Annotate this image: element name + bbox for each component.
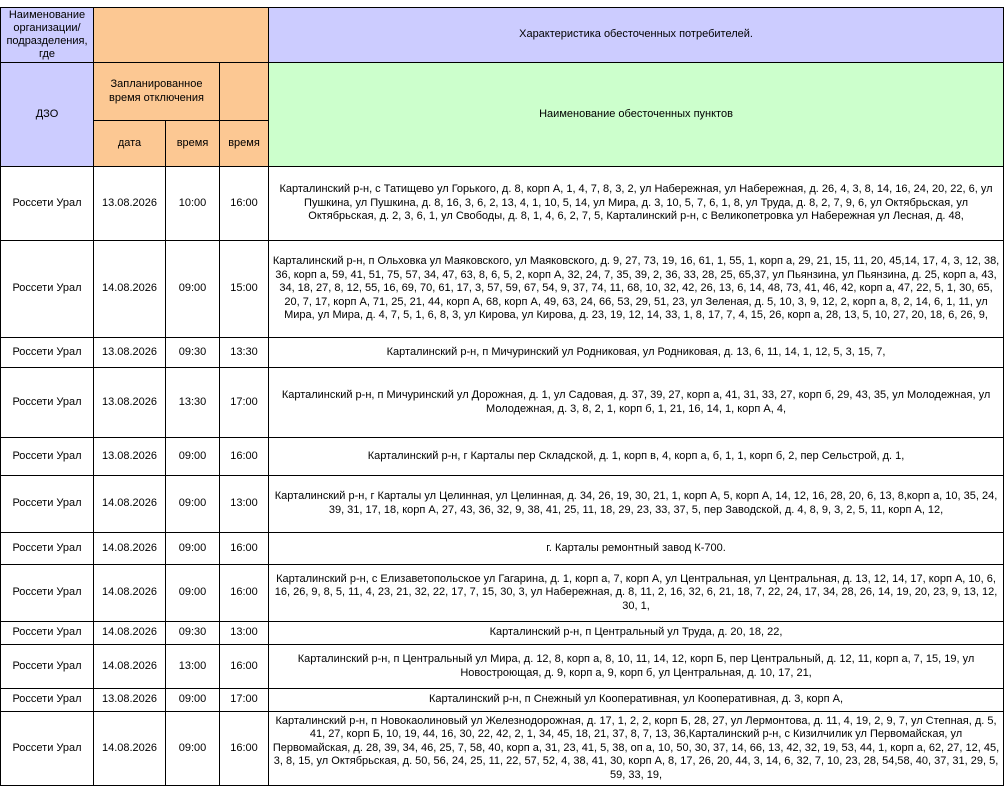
- date-header: дата: [94, 121, 166, 167]
- points-cell: Карталинский р-н, п Ольховка ул Маяковского, ул Маяковского, д. 9, 27, 73, 19, 16, 61, 1, 55, 1, корп а, 29, 21, 15, 11, 20, 45,14, 17, 4, 3, 12, 38, 36, корп а, 59, 41, 51, 75, 57, 34, 47, 63, 8, 6, 5, 2, корп А, 32, 24, 7, 35, 39, 2, 36, 33, 28, 25, 65,37, ул Пьянзина, ул Пьянзина, д. 25, корп а, 43, 34, 18, 27, 8, 12, 55, 16, 69, 70, 61, 17, 3, 57, 59, 67, 54, 9, 37, 74, 11, 68, 10, 32, 42, 26, 13, 6, 14, 48, 73, 41, 46, 42, корп а, 47, 22, 5, 1, 30, 65, 20, 7, 17, корп А, 71, 25, 21, 44, корп А, 68, корп А, 49, 63, 24, 66, 53, 29, 51, 23, ул Зеленая, д. 5, 10, 3, 9, 12, 2, корп а, 8, 2, 14, 6, 1, 11, ул Мира, ул Мира, д. 4, 7, 5, 1, 6, 8, 3, ул Кирова, ул Кирова, д. 23, 19, 12, 14, 33, 1, 8, 17, 7, 4, 15, 26, корп а, 28, 13, 5, 10, 27, 20, 18, 6, 26, 9,: [269, 241, 1004, 338]
- date-cell: 13.08.2026: [94, 438, 166, 476]
- org-cell-value: Россети Урал: [1, 368, 94, 438]
- start-time-cell: 13:00: [166, 645, 220, 689]
- org-cell-value: Россети Урал: [1, 622, 94, 645]
- table-row: [1, 338, 1004, 368]
- date-cell: 14.08.2026: [94, 476, 166, 533]
- points-cell: Карталинский р-н, п Центральный ул Труда, д. 20, 18, 22,: [269, 622, 1004, 645]
- org-cell-value: Россети Урал: [1, 645, 94, 689]
- date-cell: 14.08.2026: [94, 533, 166, 565]
- start-time-cell: 10:00: [166, 167, 220, 241]
- start-time-cell: 09:00: [166, 689, 220, 712]
- end-time-cell: 15:00: [220, 241, 269, 338]
- date-cell: 13.08.2026: [94, 167, 166, 241]
- date-cell: 14.08.2026: [94, 712, 166, 786]
- points-cell: Карталинский р-н, п Центральный ул Мира, д. 12, 8, корп а, 8, 10, 11, 14, 12, корп Б, пер Центральный, д. 12, 11, корп а, 7, 15, 19, ул Новостроющая, д. 9, корп а, 9, корп б, ул Центральная, д. 10, 17, 21,: [269, 645, 1004, 689]
- end-time-cell: 13:30: [220, 338, 269, 368]
- outage-table: [0, 7, 1004, 786]
- org-cell-value: Россети Урал: [1, 533, 94, 565]
- end-time-cell: 16:00: [220, 167, 269, 241]
- org-cell-value: Россети Урал: [1, 712, 94, 786]
- date-cell: 14.08.2026: [94, 622, 166, 645]
- points-cell: Карталинский р-н, п Мичуринский ул Родниковая, ул Родниковая, д. 13, 6, 11, 14, 1, 12, 5, 3, 15, 7,: [269, 338, 1004, 368]
- planned-time-header: Запланированное время отключения: [94, 63, 220, 121]
- points-cell: г. Карталы ремонтный завод К-700.: [269, 533, 1004, 565]
- table-row: [1, 167, 1004, 241]
- end-time-cell: 16:00: [220, 565, 269, 622]
- points-cell: Карталинский р-н, г Карталы ул Целинная, ул Целинная, д. 34, 26, 19, 30, 21, 1, корп А, 5, корп А, 14, 12, 16, 28, 20, 6, 13, 8,корп а, 10, 35, 24, 39, 31, 17, 18, корп А, 27, 43, 36, 32, 9, 38, 41, 25, 11, 18, 29, 23, 33, 37, 5, пер Заводской, д. 4, 8, 9, 3, 2, 5, 11, корп А, 12,: [269, 476, 1004, 533]
- end-time-cell: 16:00: [220, 712, 269, 786]
- end-time-cell: 13:00: [220, 476, 269, 533]
- points-cell: Карталинский р-н, п Мичуринский ул Дорожная, д. 1, ул Садовая, д. 37, 39, 27, корп а, 41, 31, 33, 27, корп б, 29, 43, 35, ул Молодежная, ул Молодежная, д. 3, 8, 2, 1, корп б, 1, 21, 16, 14, 1, корп А, 4,: [269, 368, 1004, 438]
- start-time-header: время: [166, 121, 220, 167]
- table-row: [1, 241, 1004, 338]
- table-row: [1, 645, 1004, 689]
- org-cell-value: Россети Урал: [1, 689, 94, 712]
- end-time-cell: 16:00: [220, 645, 269, 689]
- date-cell: 13.08.2026: [94, 689, 166, 712]
- date-cell: 13.08.2026: [94, 368, 166, 438]
- table-row: [1, 476, 1004, 533]
- date-cell: 14.08.2026: [94, 565, 166, 622]
- header-blank-orange-2: [220, 63, 269, 121]
- org-cell-value: Россети Урал: [1, 167, 94, 241]
- date-cell: 14.08.2026: [94, 241, 166, 338]
- end-time-cell: 17:00: [220, 689, 269, 712]
- date-cell: 14.08.2026: [94, 645, 166, 689]
- end-time-cell: 13:00: [220, 622, 269, 645]
- points-cell: Карталинский р-н, п Снежный ул Кооперативная, ул Кооперативная, д. 3, корп А,: [269, 689, 1004, 712]
- table-row: [1, 368, 1004, 438]
- start-time-cell: 09:00: [166, 438, 220, 476]
- table-row: [1, 533, 1004, 565]
- table-row: [1, 438, 1004, 476]
- start-time-cell: 09:00: [166, 533, 220, 565]
- points-cell: Карталинский р-н, г Карталы пер Складской, д. 1, корп в, 4, корп а, б, 1, 1, корп б, 2, пер Сельстрой, д. 1,: [269, 438, 1004, 476]
- points-cell: Карталинский р-н, с Татищево ул Горького, д. 8, корп А, 1, 4, 7, 8, 3, 2, ул Набережная, ул Набережная, д. 26, 4, 3, 8, 14, 16, 24, 20, 22, 6, ул Пушкина, ул Пушкина, д. 8, 16, 3, 6, 2, 13, 4, 1, 10, 5, 14, ул Мира, д. 3, 10, 5, 7, 6, 1, 8, ул Труда, д. 8, 2, 7, 9, 6, ул Октябрьская, ул Октябрьская, д. 2, 3, 6, 1, ул Свободы, д. 8, 1, 4, 6, 2, 7, 5, Карталинский р-н, с Великопетровка ул Набережная ул Лесная, д. 48,: [269, 167, 1004, 241]
- start-time-cell: 09:30: [166, 622, 220, 645]
- end-time-cell: 16:00: [220, 438, 269, 476]
- table-row: [1, 712, 1004, 786]
- end-time-cell: 16:00: [220, 533, 269, 565]
- date-cell: 13.08.2026: [94, 338, 166, 368]
- start-time-cell: 13:30: [166, 368, 220, 438]
- org-cell-value: Россети Урал: [1, 338, 94, 368]
- table-row: [1, 565, 1004, 622]
- org-label: Наименование организации/подразделения, где: [6, 9, 88, 60]
- start-time-cell: 09:00: [166, 712, 220, 786]
- start-time-cell: 09:00: [166, 241, 220, 338]
- points-cell: Карталинский р-н, п Новокаолиновый ул Железнодорожная, д. 17, 1, 2, 2, корп Б, 28, 27, ул Лермонтова, д. 11, 4, 19, 2, 9, 7, ул Степная, д. 5, 41, 27, корп Б, 10, 19, 44, 16, 30, 22, 42, 2, 1, 34, 45, 18, 21, 37, 8, 7, 13, 36,Карталинский р-н, с Кизилчилик ул Первомайская, ул Первомайская, д. 28, 39, 34, 46, 25, 7, 58, 40, корп а, 31, 23, 41, 5, 38, оп а, 10, 50, 30, 37, 14, 66, 13, 42, 32, 19, 53, 44, 1, корп а, 62, 27, 12, 45, 3, 8, 15, ул Октябрьская, д. 50, 56, 24, 25, 11, 22, 57, 52, 4, 38, 41, 30, корп А, 8, 17, 26, 20, 44, 3, 14, 6, 32, 7, 10, 23, 28, 54,58, 40, 37, 31, 29, 5, 59, 33, 19,: [269, 712, 1004, 786]
- table-row: [1, 689, 1004, 712]
- table-row: [1, 622, 1004, 645]
- points-cell: Карталинский р-н, с Елизаветопольское ул Гагарина, д. 1, корп а, 7, корп А, ул Центральная, ул Центральная, д. 13, 12, 14, 17, корп А, 10, 6, 16, 26, 9, 8, 5, 11, 4, 23, 21, 32, 22, 17, 7, 15, 30, 3, ул Набережная, д. 8, 11, 2, 16, 32, 6, 21, 18, 7, 22, 24, 17, 34, 28, 26, 14, 19, 20, 23, 9, 13, 12, 30, 1,: [269, 565, 1004, 622]
- org-label-cell: [1, 8, 94, 63]
- start-time-cell: 09:30: [166, 338, 220, 368]
- points-header: Наименование обесточенных пунктов: [269, 63, 1004, 167]
- dzo-header: ДЗО: [1, 63, 94, 167]
- consumers-characteristic-header: Характеристика обесточенных потребителей.: [269, 8, 1004, 63]
- org-cell-value: Россети Урал: [1, 438, 94, 476]
- org-cell-value: Россети Урал: [1, 565, 94, 622]
- org-cell-value: Россети Урал: [1, 476, 94, 533]
- start-time-cell: 09:00: [166, 476, 220, 533]
- end-time-cell: 17:00: [220, 368, 269, 438]
- header-blank-orange: [94, 8, 269, 63]
- start-time-cell: 09:00: [166, 565, 220, 622]
- end-time-header: время: [220, 121, 269, 167]
- org-cell-value: Россети Урал: [1, 241, 94, 338]
